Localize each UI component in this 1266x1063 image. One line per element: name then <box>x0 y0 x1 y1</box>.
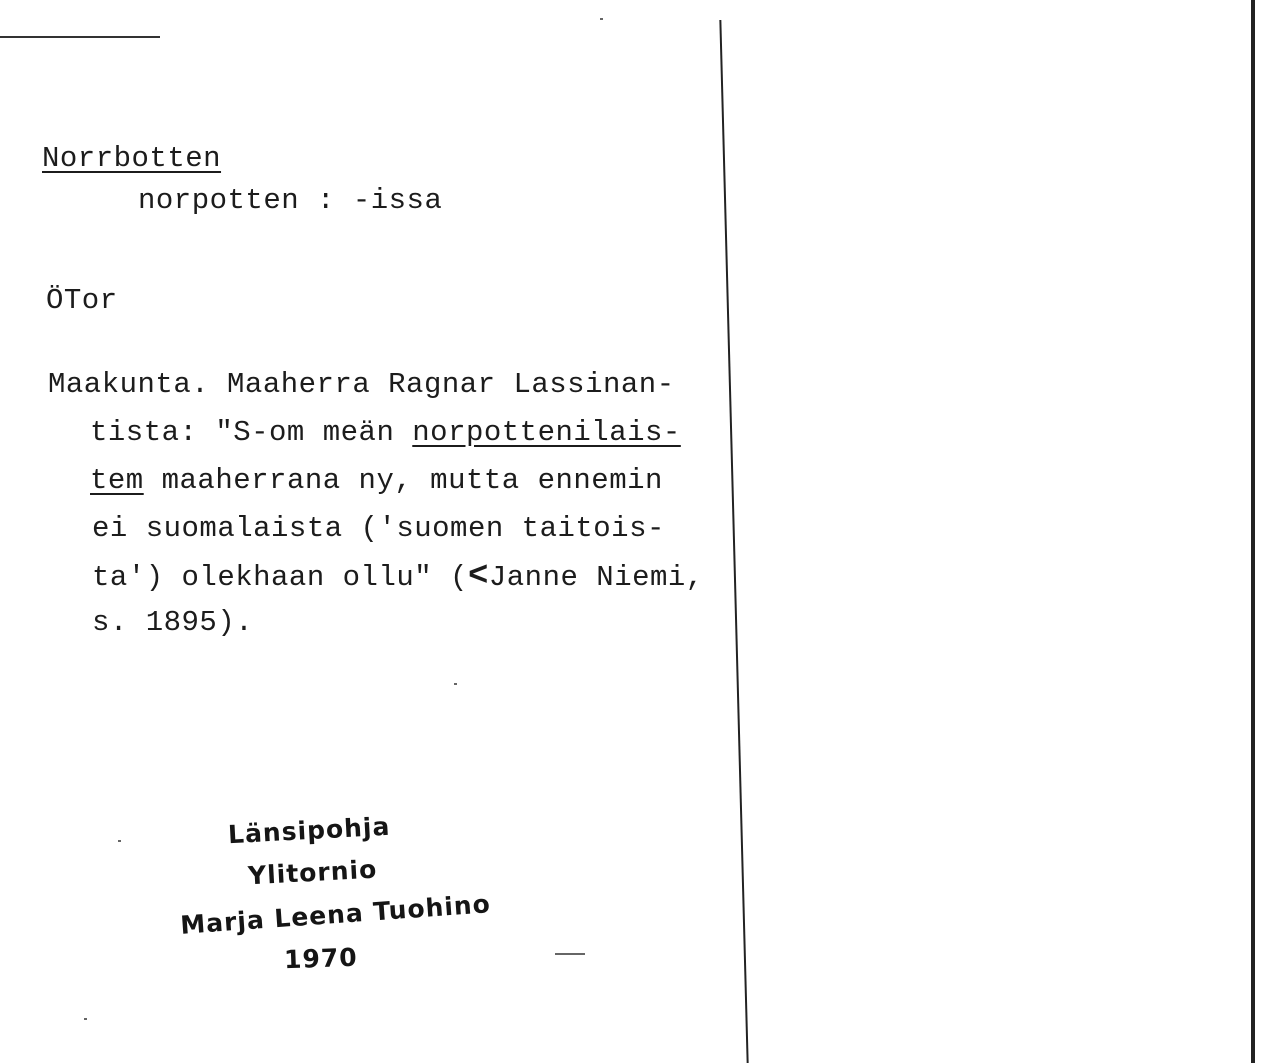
definition-line-2 <box>90 416 681 449</box>
definition-line-4: ei suomalaista ('suomen taitois- <box>92 512 665 545</box>
stamp-parish: Ylitornio <box>247 854 378 891</box>
stamp-year: 1970 <box>283 942 359 975</box>
scan-speck <box>555 953 585 955</box>
region-code: ÖTor <box>46 284 118 317</box>
definition-line-6: s. 1895). <box>92 606 254 639</box>
top-left-rule <box>0 36 160 38</box>
scan-speck <box>118 840 121 842</box>
scan-speck <box>454 683 457 685</box>
right-edge-line <box>1251 0 1255 1063</box>
underlined-dialect-word: tem <box>90 464 144 497</box>
headword: Norrbotten <box>42 142 222 175</box>
definition-line-5 <box>92 558 704 596</box>
definition-text: Janne Niemi, <box>488 561 704 594</box>
stamp-collector: Marja Leena Tuohino <box>179 889 492 940</box>
definition-text: ta') olekhaan ollu" ( <box>92 561 468 594</box>
scan-speck <box>84 1018 87 1020</box>
definition-text: maaherrana ny, mutta ennemin <box>143 464 663 497</box>
definition-line-3 <box>90 464 663 497</box>
source-arrow-symbol: < <box>467 558 489 596</box>
pronunciation: norpotten : -issa <box>138 184 443 217</box>
center-fold-line <box>719 20 748 1063</box>
scan-speck <box>600 18 603 20</box>
stamp-region: Länsipohja <box>227 811 392 850</box>
definition-line-1: Maakunta. Maaherra Ragnar Lassinan- <box>48 368 675 401</box>
definition-text: tista: "S-om meän <box>90 416 413 449</box>
underlined-dialect-word: norpottenilais- <box>412 416 681 449</box>
